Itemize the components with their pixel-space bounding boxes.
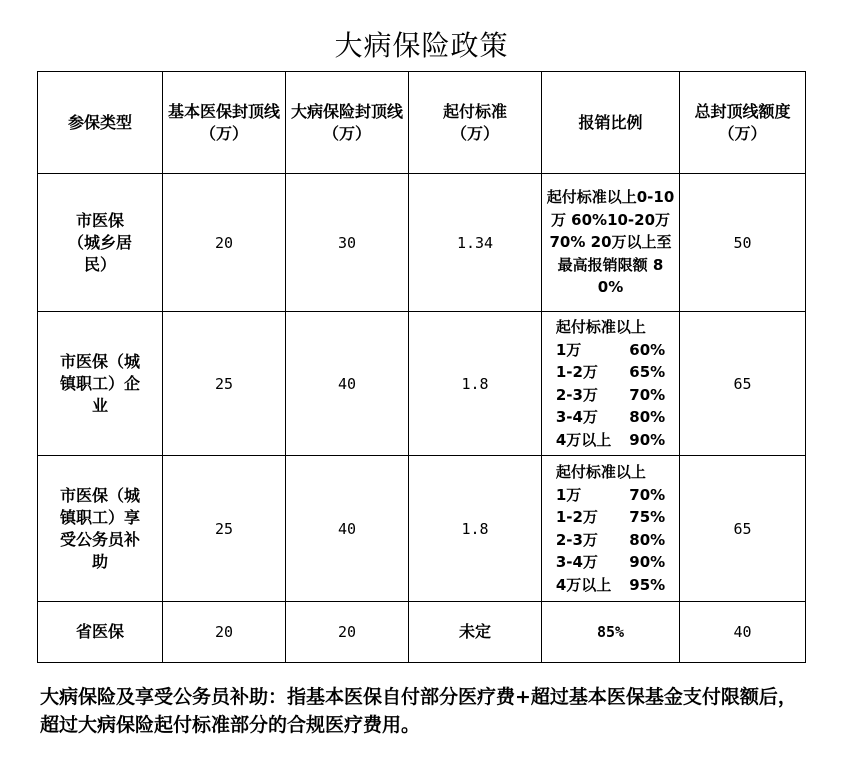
policy-table [37, 71, 806, 663]
ratio-item: 2-3万 70% [555, 385, 666, 404]
row-total-cap: 65 [680, 312, 806, 456]
ratio-item: 3-4万 90% [555, 553, 666, 571]
table-row [38, 602, 806, 663]
header-ratio: 报销比例 [542, 72, 680, 174]
row-basic-cap: 20 [163, 174, 286, 312]
header-total-cap: 总封顶线额度（万） [680, 72, 806, 174]
row-threshold: 1.8 [409, 456, 542, 602]
row-type: 市医保（城镇职工）企业 [38, 312, 163, 456]
ratio-item: 4万以上 90% [555, 430, 666, 449]
row-ratio [542, 312, 680, 456]
ratio-text: 起付标准以上0-10万 60%10-20万 70% 20万以上至最高报销限额 80% [546, 188, 675, 297]
ratio-item: 1万 70% [555, 485, 666, 504]
row-total-cap: 50 [680, 174, 806, 312]
ratio-item: 1-2万 65% [555, 363, 666, 381]
row-serious-cap: 20 [286, 602, 409, 663]
row-type: 省医保 [38, 602, 163, 663]
row-type: 市医保（城乡居民） [38, 174, 163, 312]
ratio-item: 4万以上 95% [555, 575, 666, 594]
row-serious-cap: 40 [286, 312, 409, 456]
ratio-head: 起付标准以上 [555, 463, 646, 481]
row-ratio [542, 174, 680, 312]
ratio-list [556, 316, 665, 451]
ratio-item: 3-4万 80% [555, 408, 666, 426]
row-basic-cap: 20 [163, 602, 286, 663]
row-threshold: 1.8 [409, 312, 542, 456]
ratio-list [556, 461, 665, 596]
row-ratio [542, 456, 680, 602]
table-row [38, 456, 806, 602]
row-serious-cap: 30 [286, 174, 409, 312]
header-basic-cap: 基本医保封顶线（万） [163, 72, 286, 174]
row-total-cap: 65 [680, 456, 806, 602]
row-total-cap: 40 [680, 602, 806, 663]
row-serious-cap: 40 [286, 456, 409, 602]
row-ratio: 85% [542, 602, 680, 663]
row-type: 市医保（城镇职工）享受公务员补助 [38, 456, 163, 602]
header-threshold: 起付标准（万） [409, 72, 542, 174]
row-threshold: 未定 [409, 602, 542, 663]
ratio-head: 起付标准以上 [555, 318, 646, 336]
header-serious-cap: 大病保险封顶线（万） [286, 72, 409, 174]
row-basic-cap: 25 [163, 456, 286, 602]
ratio-item: 1-2万 75% [555, 508, 666, 526]
header-type: 参保类型 [38, 72, 163, 174]
header-row [38, 72, 806, 174]
ratio-item: 1万 60% [555, 340, 666, 359]
row-threshold: 1.34 [409, 174, 542, 312]
ratio-item: 2-3万 80% [555, 530, 666, 549]
row-basic-cap: 25 [163, 312, 286, 456]
page-title: 大病保险政策 [334, 29, 509, 62]
table-row [38, 174, 806, 312]
table-row [38, 312, 806, 456]
footnote: 大病保险及享受公务员补助：指基本医保自付部分医疗费+超过基本医保基金支付限额后，超过大病保险起付标准部分的合规医疗费用。 [40, 686, 797, 736]
